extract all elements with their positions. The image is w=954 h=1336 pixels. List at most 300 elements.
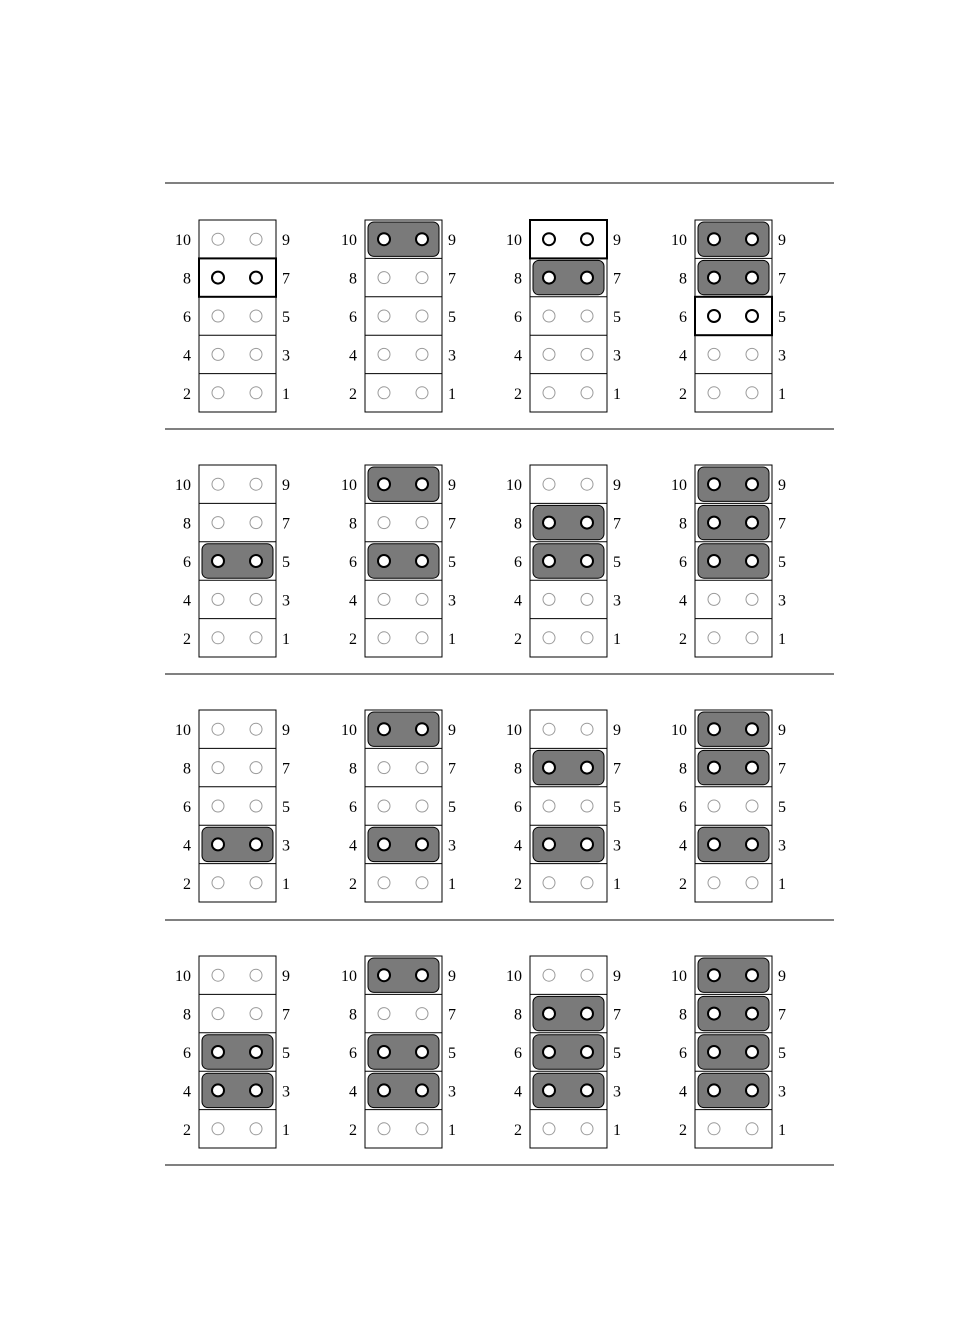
open-pin: [416, 387, 428, 399]
connected-pin: [250, 272, 262, 284]
pin-label-right: 9: [778, 968, 786, 986]
pin-label-left: 4: [514, 347, 522, 365]
connected-pin: [746, 555, 758, 567]
pin-label-right: 5: [613, 1045, 621, 1062]
pin-label-right: 7: [282, 760, 290, 778]
open-pin: [250, 387, 262, 399]
jumper-config: [506, 956, 621, 1148]
open-pin: [581, 800, 593, 812]
pin-label-left: 6: [349, 799, 357, 816]
connected-pin: [746, 838, 758, 850]
pin-label-left: 2: [679, 1121, 687, 1139]
open-pin: [378, 1008, 390, 1020]
pin-label-right: 3: [448, 592, 456, 610]
open-pin: [746, 593, 758, 605]
connected-pin: [212, 1084, 224, 1096]
pin-label-left: 6: [349, 309, 357, 326]
open-pin: [416, 310, 428, 322]
open-pin: [708, 877, 720, 889]
open-pin: [250, 593, 262, 605]
open-pin: [581, 632, 593, 644]
pin-label-left: 2: [679, 875, 687, 893]
open-pin: [250, 877, 262, 889]
header-block: [199, 710, 276, 902]
jumper-config: [175, 956, 290, 1148]
connected-pin: [708, 233, 720, 245]
connected-pin: [708, 1084, 720, 1096]
open-pin: [250, 517, 262, 529]
open-pin: [581, 478, 593, 490]
pin-label-right: 1: [613, 875, 621, 893]
pin-label-right: 5: [282, 309, 290, 326]
open-pin: [212, 723, 224, 735]
pin-label-left: 8: [514, 270, 522, 288]
open-pin: [250, 233, 262, 245]
pin-label-left: 6: [183, 554, 191, 571]
open-pin: [708, 593, 720, 605]
pin-label-right: 7: [613, 515, 621, 533]
connected-pin: [378, 723, 390, 735]
connected-pin: [416, 723, 428, 735]
pin-label-left: 2: [514, 1121, 522, 1139]
connected-pin: [250, 555, 262, 567]
pin-label-left: 8: [514, 760, 522, 778]
pin-label-right: 7: [448, 1006, 456, 1024]
header-block: [530, 710, 607, 902]
pin-label-right: 7: [778, 270, 786, 288]
jumper-config: [175, 220, 290, 412]
open-pin: [581, 387, 593, 399]
open-pin: [378, 387, 390, 399]
connected-pin: [212, 555, 224, 567]
pin-label-left: 10: [506, 722, 522, 740]
pin-label-right: 7: [778, 1006, 786, 1024]
connected-pin: [581, 1084, 593, 1096]
open-pin: [250, 348, 262, 360]
open-pin: [212, 348, 224, 360]
connected-pin: [581, 233, 593, 245]
open-pin: [212, 593, 224, 605]
pin-label-left: 8: [183, 760, 191, 778]
connected-pin: [416, 1046, 428, 1058]
pin-label-right: 9: [282, 477, 290, 495]
open-pin: [212, 969, 224, 981]
pin-label-left: 4: [514, 592, 522, 610]
pin-label-left: 10: [506, 477, 522, 495]
pin-label-right: 5: [613, 799, 621, 816]
pin-label-right: 1: [282, 875, 290, 893]
open-pin: [708, 800, 720, 812]
pin-label-left: 2: [183, 630, 191, 648]
pin-label-right: 9: [282, 968, 290, 986]
pin-label-right: 5: [448, 1045, 456, 1062]
connected-pin: [378, 555, 390, 567]
pin-label-left: 4: [349, 837, 357, 855]
open-pin: [581, 310, 593, 322]
pin-label-left: 6: [349, 1045, 357, 1062]
open-pin: [250, 723, 262, 735]
connected-pin: [708, 310, 720, 322]
connected-pin: [708, 1008, 720, 1020]
connected-pin: [416, 233, 428, 245]
open-pin: [543, 348, 555, 360]
pin-label-right: 3: [778, 837, 786, 855]
open-pin: [746, 632, 758, 644]
pin-label-left: 10: [506, 968, 522, 986]
pin-label-left: 10: [341, 722, 357, 740]
connected-pin: [416, 1084, 428, 1096]
pin-label-right: 1: [448, 385, 456, 403]
pin-label-left: 6: [679, 309, 687, 326]
connected-pin: [746, 310, 758, 322]
pin-label-right: 3: [282, 1083, 290, 1101]
connected-pin: [378, 478, 390, 490]
pin-label-right: 7: [282, 1006, 290, 1024]
open-pin: [212, 387, 224, 399]
pin-label-left: 8: [679, 1006, 687, 1024]
jumper-config: [671, 956, 786, 1148]
pin-label-right: 9: [778, 232, 786, 250]
connected-pin: [212, 272, 224, 284]
open-pin: [250, 632, 262, 644]
open-pin: [416, 1008, 428, 1020]
connected-pin: [708, 1046, 720, 1058]
connected-pin: [378, 1084, 390, 1096]
pin-label-right: 5: [282, 799, 290, 816]
open-pin: [708, 632, 720, 644]
open-pin: [746, 800, 758, 812]
pin-label-left: 8: [183, 1006, 191, 1024]
pin-label-right: 9: [448, 232, 456, 250]
connected-pin: [416, 478, 428, 490]
connected-pin: [708, 723, 720, 735]
pin-label-left: 2: [349, 1121, 357, 1139]
pin-label-left: 4: [183, 837, 191, 855]
pin-label-left: 8: [679, 760, 687, 778]
pin-label-right: 1: [448, 875, 456, 893]
pin-label-left: 2: [349, 385, 357, 403]
open-pin: [212, 233, 224, 245]
open-pin: [543, 723, 555, 735]
open-pin: [708, 348, 720, 360]
open-pin: [416, 593, 428, 605]
pin-label-left: 10: [341, 477, 357, 495]
open-pin: [708, 387, 720, 399]
pin-label-right: 9: [448, 968, 456, 986]
open-pin: [378, 517, 390, 529]
pin-label-left: 8: [679, 270, 687, 288]
pin-label-left: 4: [679, 837, 687, 855]
pin-label-right: 3: [613, 592, 621, 610]
pin-label-right: 5: [778, 799, 786, 816]
open-pin: [543, 800, 555, 812]
pin-label-right: 3: [778, 592, 786, 610]
pin-label-left: 2: [349, 630, 357, 648]
pin-label-right: 1: [778, 1121, 786, 1139]
pin-label-right: 9: [613, 477, 621, 495]
open-pin: [250, 1008, 262, 1020]
pin-label-left: 8: [514, 1006, 522, 1024]
pin-label-left: 2: [183, 1121, 191, 1139]
pin-label-left: 4: [514, 1083, 522, 1101]
open-pin: [543, 310, 555, 322]
open-pin: [543, 478, 555, 490]
connected-pin: [416, 555, 428, 567]
pin-label-right: 3: [778, 347, 786, 365]
pin-label-right: 3: [613, 1083, 621, 1101]
jumper-config: [341, 465, 456, 657]
open-pin: [378, 272, 390, 284]
open-pin: [250, 310, 262, 322]
open-pin: [250, 800, 262, 812]
pin-label-right: 1: [282, 630, 290, 648]
open-pin: [543, 969, 555, 981]
pin-label-left: 8: [349, 270, 357, 288]
jumper-config: [341, 220, 456, 412]
open-pin: [212, 800, 224, 812]
pin-label-right: 7: [613, 1006, 621, 1024]
open-pin: [378, 593, 390, 605]
pin-label-left: 2: [183, 385, 191, 403]
open-pin: [581, 877, 593, 889]
pin-label-left: 4: [679, 592, 687, 610]
pin-label-left: 6: [514, 799, 522, 816]
pin-label-left: 6: [679, 799, 687, 816]
connected-pin: [708, 762, 720, 774]
jumper-config: [506, 465, 621, 657]
open-pin: [416, 632, 428, 644]
pin-label-right: 3: [778, 1083, 786, 1101]
pin-label-right: 9: [613, 722, 621, 740]
pin-label-left: 6: [514, 309, 522, 326]
connected-pin: [250, 1046, 262, 1058]
open-pin: [581, 593, 593, 605]
jumper-config: [671, 465, 786, 657]
pin-label-right: 7: [613, 270, 621, 288]
connected-pin: [250, 1084, 262, 1096]
pin-label-right: 5: [778, 1045, 786, 1062]
open-pin: [581, 723, 593, 735]
pin-label-right: 1: [778, 875, 786, 893]
connected-pin: [746, 1046, 758, 1058]
open-pin: [212, 1008, 224, 1020]
pin-label-right: 3: [282, 347, 290, 365]
pin-label-right: 3: [282, 592, 290, 610]
connected-pin: [581, 517, 593, 529]
open-pin: [250, 969, 262, 981]
pin-label-right: 1: [778, 630, 786, 648]
open-pin: [416, 877, 428, 889]
pin-label-left: 8: [349, 515, 357, 533]
jumper-config: [175, 710, 290, 902]
pin-label-left: 10: [341, 968, 357, 986]
open-pin: [416, 800, 428, 812]
jumper-config: [341, 710, 456, 902]
open-pin: [708, 1123, 720, 1135]
pin-label-left: 8: [679, 515, 687, 533]
pin-label-left: 4: [183, 347, 191, 365]
connected-pin: [746, 233, 758, 245]
pin-label-right: 5: [448, 309, 456, 326]
jumper-config: [671, 220, 786, 412]
connected-pin: [746, 517, 758, 529]
pin-label-right: 5: [282, 1045, 290, 1062]
connected-pin: [708, 555, 720, 567]
pin-label-right: 7: [613, 760, 621, 778]
pin-label-left: 10: [506, 232, 522, 250]
connected-pin: [581, 272, 593, 284]
open-pin: [212, 517, 224, 529]
connected-pin: [212, 838, 224, 850]
pin-label-left: 8: [349, 1006, 357, 1024]
connected-pin: [543, 517, 555, 529]
open-pin: [378, 632, 390, 644]
pin-label-right: 1: [282, 385, 290, 403]
pin-label-left: 8: [514, 515, 522, 533]
pin-label-left: 2: [514, 385, 522, 403]
open-pin: [212, 310, 224, 322]
pin-label-left: 10: [341, 232, 357, 250]
open-pin: [746, 1123, 758, 1135]
pin-label-right: 5: [613, 309, 621, 326]
pin-label-right: 7: [282, 515, 290, 533]
pin-label-left: 2: [183, 875, 191, 893]
pin-label-left: 6: [679, 554, 687, 571]
pin-label-right: 1: [282, 1121, 290, 1139]
open-pin: [212, 632, 224, 644]
pin-label-right: 9: [778, 722, 786, 740]
open-pin: [378, 348, 390, 360]
connected-pin: [746, 762, 758, 774]
pin-label-right: 3: [282, 837, 290, 855]
pin-label-right: 7: [448, 515, 456, 533]
pin-label-left: 10: [671, 477, 687, 495]
connected-pin: [543, 1046, 555, 1058]
pin-label-left: 4: [183, 592, 191, 610]
pin-label-right: 5: [448, 554, 456, 571]
connected-pin: [708, 969, 720, 981]
pin-label-right: 9: [613, 968, 621, 986]
pin-label-left: 4: [679, 347, 687, 365]
connected-pin: [416, 838, 428, 850]
pin-label-left: 4: [349, 1083, 357, 1101]
pin-label-right: 1: [613, 1121, 621, 1139]
open-pin: [543, 632, 555, 644]
pin-label-left: 10: [175, 968, 191, 986]
jumper-config: [175, 465, 290, 657]
pin-label-left: 6: [183, 799, 191, 816]
connected-pin: [581, 762, 593, 774]
open-pin: [746, 877, 758, 889]
pin-label-right: 9: [613, 232, 621, 250]
highlighted-row: [530, 220, 607, 258]
pin-label-right: 9: [448, 722, 456, 740]
pin-label-right: 5: [613, 554, 621, 571]
jumper-config: [506, 710, 621, 902]
open-pin: [250, 1123, 262, 1135]
connected-pin: [378, 1046, 390, 1058]
pin-label-left: 10: [671, 968, 687, 986]
open-pin: [416, 762, 428, 774]
connected-pin: [708, 478, 720, 490]
connected-pin: [708, 838, 720, 850]
connected-pin: [543, 1008, 555, 1020]
pin-label-left: 6: [514, 554, 522, 571]
pin-label-left: 10: [671, 232, 687, 250]
pin-label-right: 3: [448, 837, 456, 855]
pin-label-right: 9: [778, 477, 786, 495]
pin-label-left: 6: [679, 1045, 687, 1062]
pin-label-right: 9: [448, 477, 456, 495]
open-pin: [581, 969, 593, 981]
pin-label-right: 7: [448, 270, 456, 288]
pin-label-right: 5: [778, 309, 786, 326]
connected-pin: [746, 1084, 758, 1096]
jumper-config: [341, 956, 456, 1148]
pin-label-left: 6: [183, 1045, 191, 1062]
highlighted-row: [199, 258, 276, 296]
open-pin: [581, 348, 593, 360]
open-pin: [581, 1123, 593, 1135]
pin-label-right: 3: [613, 347, 621, 365]
pin-label-right: 9: [282, 722, 290, 740]
open-pin: [543, 387, 555, 399]
pin-label-left: 2: [679, 630, 687, 648]
pin-label-left: 4: [514, 837, 522, 855]
pin-label-left: 10: [175, 477, 191, 495]
pin-label-left: 2: [679, 385, 687, 403]
pin-label-left: 2: [349, 875, 357, 893]
jumper-config: [506, 220, 621, 412]
pin-label-right: 1: [613, 385, 621, 403]
connected-pin: [378, 969, 390, 981]
pin-label-right: 5: [778, 554, 786, 571]
pin-label-right: 9: [282, 232, 290, 250]
pin-label-right: 3: [448, 1083, 456, 1101]
connected-pin: [543, 1084, 555, 1096]
connected-pin: [581, 555, 593, 567]
pin-label-left: 2: [514, 630, 522, 648]
connected-pin: [543, 555, 555, 567]
pin-label-right: 7: [282, 270, 290, 288]
pin-label-right: 7: [448, 760, 456, 778]
pin-label-right: 7: [778, 515, 786, 533]
open-pin: [250, 762, 262, 774]
connected-pin: [378, 233, 390, 245]
pin-label-left: 10: [175, 232, 191, 250]
pin-label-left: 6: [349, 554, 357, 571]
connected-pin: [543, 762, 555, 774]
connected-pin: [746, 478, 758, 490]
connected-pin: [543, 838, 555, 850]
open-pin: [212, 877, 224, 889]
open-pin: [416, 272, 428, 284]
open-pin: [746, 348, 758, 360]
pin-label-right: 1: [613, 630, 621, 648]
open-pin: [416, 1123, 428, 1135]
pin-label-left: 10: [671, 722, 687, 740]
connected-pin: [543, 272, 555, 284]
connected-pin: [708, 272, 720, 284]
pin-label-left: 8: [183, 515, 191, 533]
connected-pin: [416, 969, 428, 981]
pin-label-left: 4: [679, 1083, 687, 1101]
pin-label-right: 5: [282, 554, 290, 571]
pin-label-left: 6: [183, 309, 191, 326]
pin-label-left: 4: [349, 347, 357, 365]
open-pin: [378, 877, 390, 889]
header-block: [199, 220, 276, 412]
